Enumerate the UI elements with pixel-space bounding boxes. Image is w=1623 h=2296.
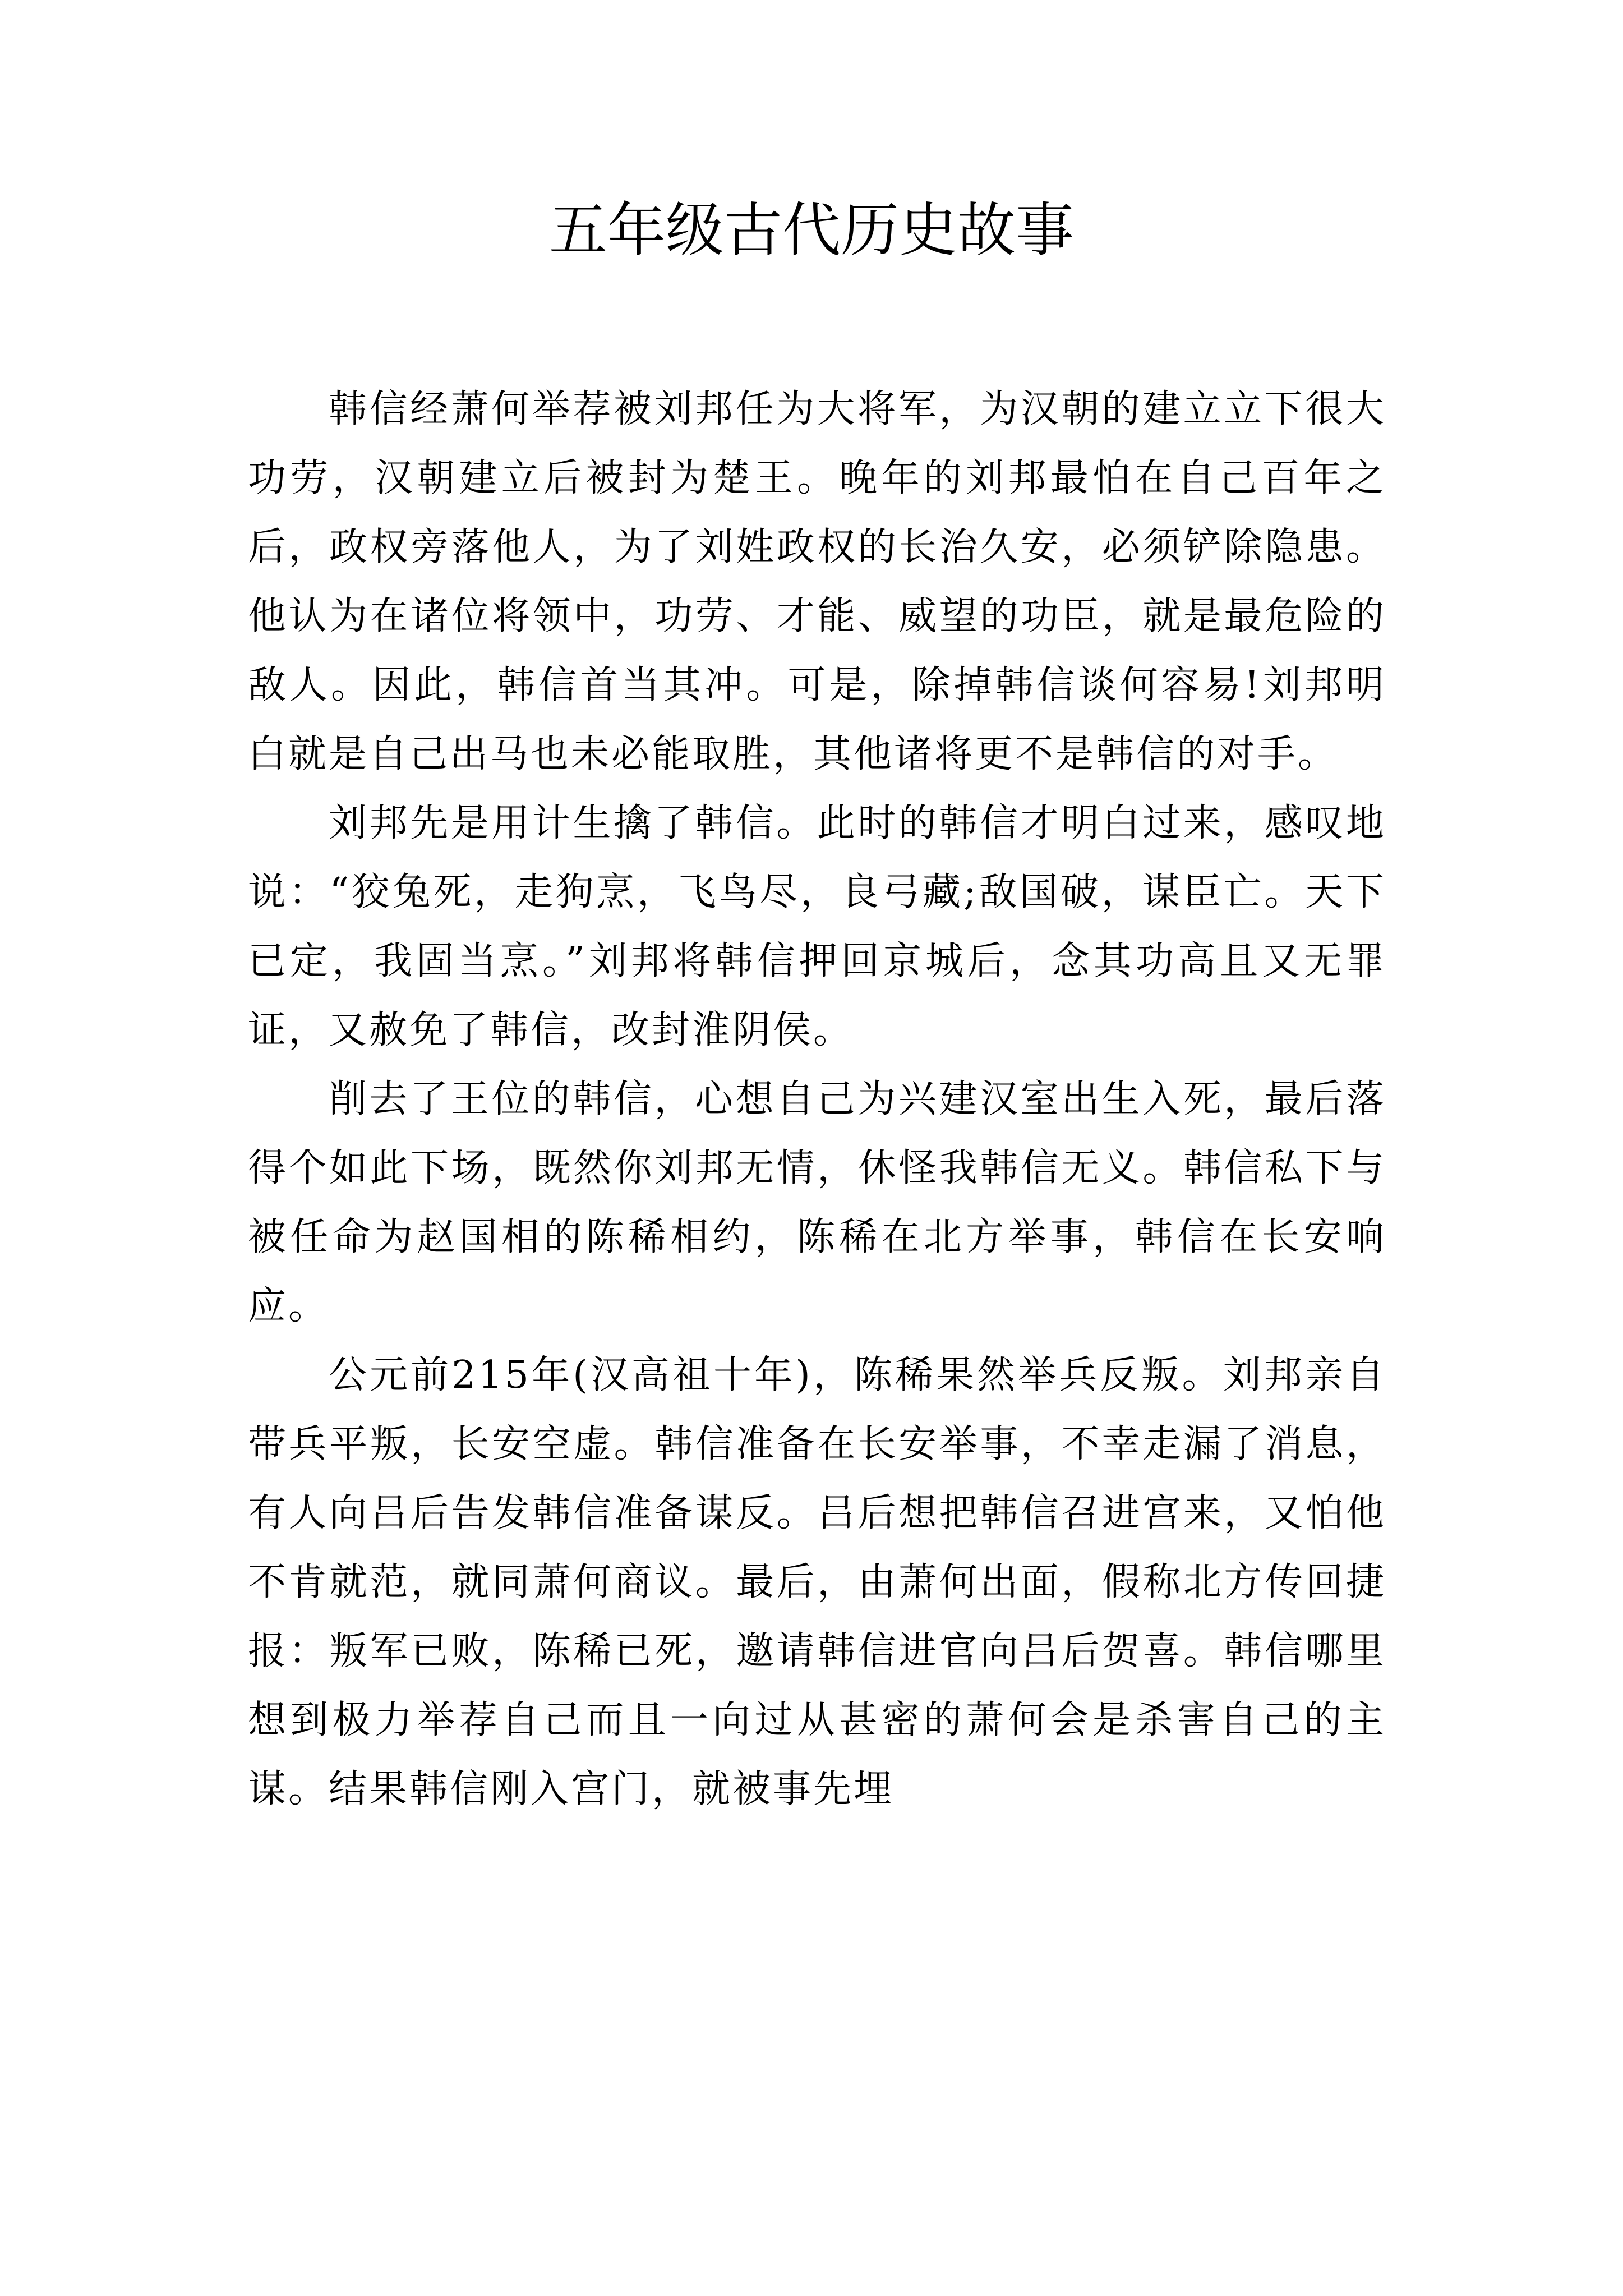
paragraph: 削去了王位的韩信，心想自己为兴建汉室出生入死，最后落得个如此下场，既然你刘邦无情，休怪我韩信无义。韩信私下与被任命为赵国相的陈稀相约，陈稀在北方举事，韩信在长安响应。 xyxy=(248,1077,1386,1328)
document-body xyxy=(248,375,1386,1824)
paragraph: 刘邦先是用计生擒了韩信。此时的韩信才明白过来，感叹地说：“狡兔死，走狗烹，飞鸟尽，良弓藏;敌国破，谋臣亡。天下已定，我固当烹。”刘邦将韩信押回京城后，念其功高且又无罪证，又赦免了韩信，改封淮阴侯。 xyxy=(248,801,1386,1052)
document-title: 五年级古代历史故事 xyxy=(548,196,1074,264)
paragraph: 公元前215年(汉高祖十年)，陈稀果然举兵反叛。刘邦亲自带兵平叛，长安空虚。韩信准备在长安举事，不幸走漏了消息，有人向吕后告发韩信准备谋反。吕后想把韩信召进宫来，又怕他不肯就范，就同萧何商议。最后，由萧何出面，假称北方传回捷报：叛军已败，陈稀已死，邀请韩信进官向吕后贺喜。韩信哪里想到极力举荐自己而且一向过从甚密的萧何会是杀害自己的主谋。结果韩信刚入宫门，就被事先埋 xyxy=(248,1353,1386,1811)
paragraph: 韩信经萧何举荐被刘邦任为大将军，为汉朝的建立立下很大功劳，汉朝建立后被封为楚王。晚年的刘邦最怕在自己百年之后，政权旁落他人，为了刘姓政权的长治久安，必须铲除隐患。他认为在诸位将领中，功劳、才能、威望的功臣，就是最危险的敌人。因此，韩信首当其冲。可是，除掉韩信谈何容易!刘邦明白就是自己出马也未必能取胜，其他诸将更不是韩信的对手。 xyxy=(248,387,1386,776)
